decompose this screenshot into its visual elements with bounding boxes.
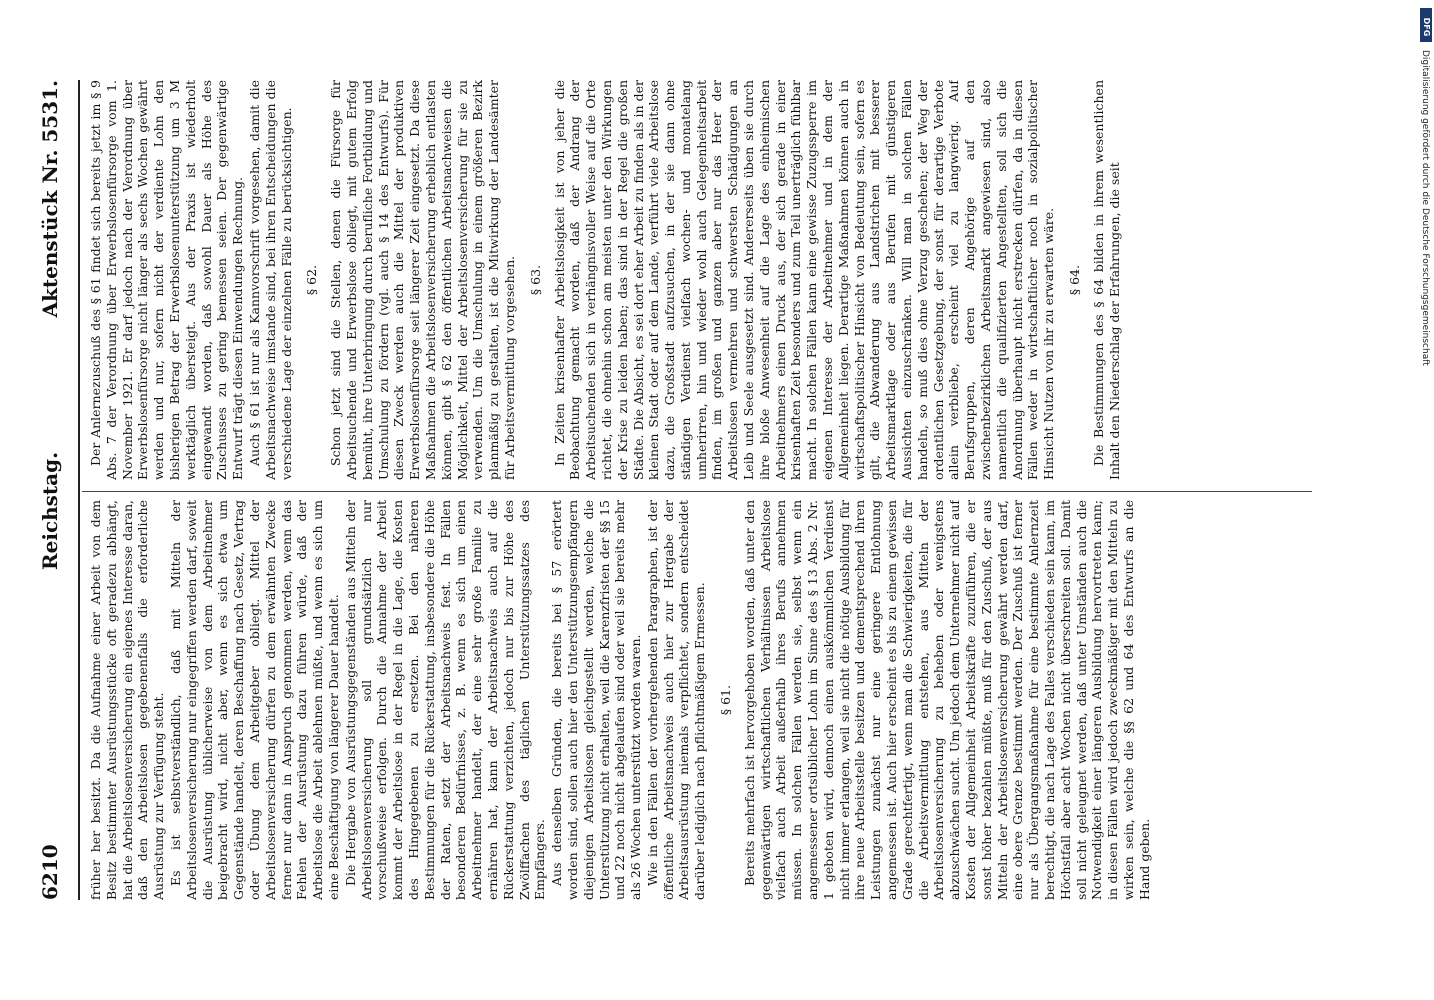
- column-separator: [82, 491, 1312, 492]
- paragraph: Schon jetzt sind die Stellen, denen die Fürsorge für Arbeitsuchende und Erwerbslose obliegt, mit gutem Erfolg bemüht, ihre Unterbringung durch berufliche Fortbildung und Umschulung zu fördern (vgl. auch § 14 des Entwurfs). Für diesen Zweck werden auch die Mittel der produktiven Erwerbslosenfürsorge seit längerer Zeit eingesetzt. Da diese Maßnahmen die Arbeitslosenversicherung erheblich entlasten können, gibt § 62 den öffentlichen Arbeitsnachweisen die Möglichkeit, Mittel der Arbeitslosenversicherung für sie zu verwenden. Um die Umschulung in einem größeren Bezirk planmäßig zu gestalten, ist die Mitwirkung der Landesämter für Arbeitsvermittlung vorgesehen.: [328, 80, 517, 480]
- paragraph: In Zeiten krisenhafter Arbeitslosigkeit ist von jeher die Beobachtung gemacht worden, daß der Andrang der Arbeitsuchenden sich in verhängnisvoller Weise auf die Orte richtet, die ohnehin schon am meisten unter den Wirkungen der Krise zu leiden haben; das sind in der Regel die großen Städte. Die Absicht, es sei dort eher Arbeit zu finden als in der kleinen Stadt oder auf dem Lande, verführt viele Arbeitslose dazu, die Großstadt aufzusuchen, in der sie dann ohne ständigen Verdienst vielfach wochen- und monatelang umherirren, hin und wieder wohl auch Gelegenheitsarbeit finden, im großen und ganzen aber nur das Heer der Arbeitslosen vermehren und schwersten Schädigungen an Leib und Seele ausgesetzt sind. Andererseits üben sie durch ihre bloße Anwesenheit auf die Lage des einheimischen Arbeitnehmers einen Druck aus, der sich gerade in einer krisenhaften Zeit besonders und zum Teil unerträglich fühlbar macht. In solchen Fällen kann eine gewisse Zuzugssperre im eigenen Interesse der Arbeitnehmer und in dem der Allgemeinheit liegen. Derartige Maßnahmen können auch in wirtschaftspolitischer Hinsicht von Bedeutung sein, sofern es gilt, die Abwanderung aus Landstrichen mit besserer Arbeitsmarktlage oder aus Berufen mit günstigeren Aussichten einzuschränken. Will man in solchen Fällen handeln, so muß dies ohne Verzug geschehen; der Weg der ordentlichen Gesetzgebung, der sonst für derartige Verbote allein verbliebe, erscheint viel zu langwierig. Auf Berufsgruppen, deren Angehörige auf den zwischenbezirklichen Arbeitsmarkt angewiesen sind, also namentlich die qualifizierten Angestellten, soll sich die Anordnung überhaupt nicht erstrecken dürfen, da in diesen Fällen weder in wirtschaftlicher noch in sozialpolitischer Hinsicht Nutzen von ihr zu erwarten wäre.: [551, 80, 1057, 480]
- digitization-credit: [1418, 10, 1432, 710]
- page-header: [38, 80, 70, 900]
- header-rule: [78, 80, 80, 900]
- credit-text: Digitalisierung gefördert durch die Deutsche Forschungsgemeinschaft: [1420, 50, 1430, 366]
- section-heading: § 61.: [718, 684, 734, 716]
- right-column: [88, 80, 1318, 480]
- paragraph: Der Anlernezuschuß des § 61 findet sich bereits jetzt im § 9 Abs. 7 der Verordnung über Erwerbslosenfürsorge vom 1. November 1921. Er darf jedoch nach der Verordnung über Erwerbslosenfürsorge nicht länger als sechs Wochen gewährt werden und nur, sofern nicht der verdiente Lohn den bisherigen Betrag der Erwerbslosenunterstützung um 3 M werktäglich übersteigt. Aus der Praxis ist wiederholt eingewandt worden, daß sowohl Dauer als Höhe des Zuschusses zu gering bemessen seien. Der gegenwärtige Entwurf trägt diesen Einwendungen Rechnung.: [88, 80, 246, 480]
- running-title: Reichstag.: [38, 451, 62, 570]
- paragraph: früher her besitzt. Da die Aufnahme einer Arbeit von dem Besitz bestimmter Ausrüstungsstücke oft geradezu abhängt, hat die Arbeitslosenversicherung ein eigenes Interesse daran, daß den Arbeitslosen gegebenenfalls die erforderliche Ausrüstung zur Verfügung steht.: [88, 500, 167, 900]
- paragraph: Wie in den Fällen der vorhergehenden Paragraphen, ist der öffentliche Arbeitsnachweis auch hier zur Hergabe der Arbeitsausrüstung niemals verpflichtet, sondern entscheidet darüber lediglich nach pflichtmäßigem Ermessen.: [644, 500, 708, 900]
- section-heading: § 63.: [527, 264, 543, 296]
- paragraph: Bereits mehrfach ist hervorgehoben worden, daß unter den gegenwärtigen wirtschaftlichen Verhältnissen Arbeitslose vielfach auch Arbeit außerhalb ihres Berufs annehmen müssen. In solchen Fällen werden sie, selbst wenn ein angemessener ortsüblicher Lohn im Sinne des § 13 Abs. 2 Nr. 1 geboten wird, dennoch einen auskömmlichen Verdienst nicht immer erlangen, weil sie nicht die nötige Ausbildung für ihre neue Arbeitsstelle besitzen und dementsprechend ihren Leistungen zunächst nur eine geringere Entlohnung angemessen ist. Auch hier erscheint es bis zu einem gewissen Grade gerechtfertigt, wenn man die Schwierigkeiten, die für die Arbeitsvermittlung entstehen, aus Mitteln der Arbeitslosenversicherung zu beheben oder wenigstens abzuschwächen sucht. Um jedoch dem Unternehmer nicht auf Kosten der Allgemeinheit Arbeitskräfte zuzuführen, die er sonst höher bezahlen müßte, muß für den Zuschuß, der aus Mitteln der Arbeitslosenversicherung gewährt werden darf, eine obere Grenze bestimmt werden. Der Zuschuß ist ferner nur als Übergangsmaßnahme für eine bestimmte Anlernzeit berechtigt, die nach Lage des Falles verschieden sein kann, im Höchstfall aber acht Wochen nicht überschreiten soll. Damit soll nicht geleugnet werden, daß unter Umständen auch die Notwendigkeit einer längeren Ausbildung hervortreten kann; in diesen Fällen wird jedoch zweckmäßiger mit den Mitteln zu wirken sein, welche die §§ 62 und 64 des Entwurfs an die Hand geben.: [741, 500, 1152, 900]
- paragraph: Die Bestimmungen des § 64 bilden in ihrem wesentlichen Inhalt den Niederschlag der Erfahrungen, die seit: [1090, 80, 1122, 480]
- paragraph: Auch § 61 ist nur als Kannvorschrift vorgesehen, damit die Arbeitsnachweise imstande sind, bei ihren Entscheidungen die verschiedene Lage der einzelnen Fälle zu berücksichtigen.: [246, 80, 294, 480]
- paragraph: Aus denselben Gründen, die bereits bei § 57 erörtert worden sind, sollen auch hier den Unterstützungsempfängern diejenigen Arbeitslosen gleichgestellt werden, welche die Unterstützung nicht erhalten, weil die Karenzfristen der §§ 15 und 22 noch nicht abgelaufen sind oder weil sie bereits mehr als 26 Wochen unterstützt worden waren.: [549, 500, 644, 900]
- section-heading: § 64.: [1067, 264, 1083, 296]
- dfg-logo-text: DFG: [1422, 17, 1431, 37]
- page-number: 6210: [38, 844, 62, 900]
- section-heading: § 62.: [304, 264, 320, 296]
- paragraph: Es ist selbstverständlich, daß mit Mitteln der Arbeitslosenversicherung nur eingegriffen werden darf, soweit die Ausrüstung üblicherweise von dem Arbeitnehmer beigebracht wird, nicht aber, wenn es sich etwa um Gegenstände handelt, deren Beschaffung nach Gesetz, Vertrag oder Übung dem Arbeitgeber obliegt. Mittel der Arbeitslosenversicherung dürfen zu dem erwähnten Zwecke ferner nur dann in Anspruch genommen werden, wenn das Fehlen der Ausrüstung dazu führen würde, daß der Arbeitslose die Arbeit ablehnen müßte, und wenn es sich um eine Beschäftigung von längerer Dauer handelt.: [167, 500, 341, 900]
- paragraph: Die Hergabe von Ausrüstungsgegenständen aus Mitteln der Arbeitslosenversicherung soll grundsätzlich nur vorschußweise erfolgen. Durch die Annahme der Arbeit kommt der Arbeitslose in der Regel in die Lage, die Kosten des Hingegebenen zu ersetzen. Bei den näheren Bestimmungen für die Rückerstattung, insbesondere die Höhe der Raten, setzt der Arbeitsnachweis fest. In Fällen besonderen Bedürfnisses, z. B. wenn es sich um einen Arbeitnehmer handelt, der eine sehr große Familie zu ernähren hat, kann der Arbeitsnachweis auch auf die Rückerstattung verzichten, jedoch nur bis zur Höhe des Zwölffachen des täglichen Unterstützungssatzes des Empfängers.: [342, 500, 548, 900]
- left-column: [88, 500, 1318, 900]
- document-number: Aktenstück Nr. 5531.: [38, 80, 62, 318]
